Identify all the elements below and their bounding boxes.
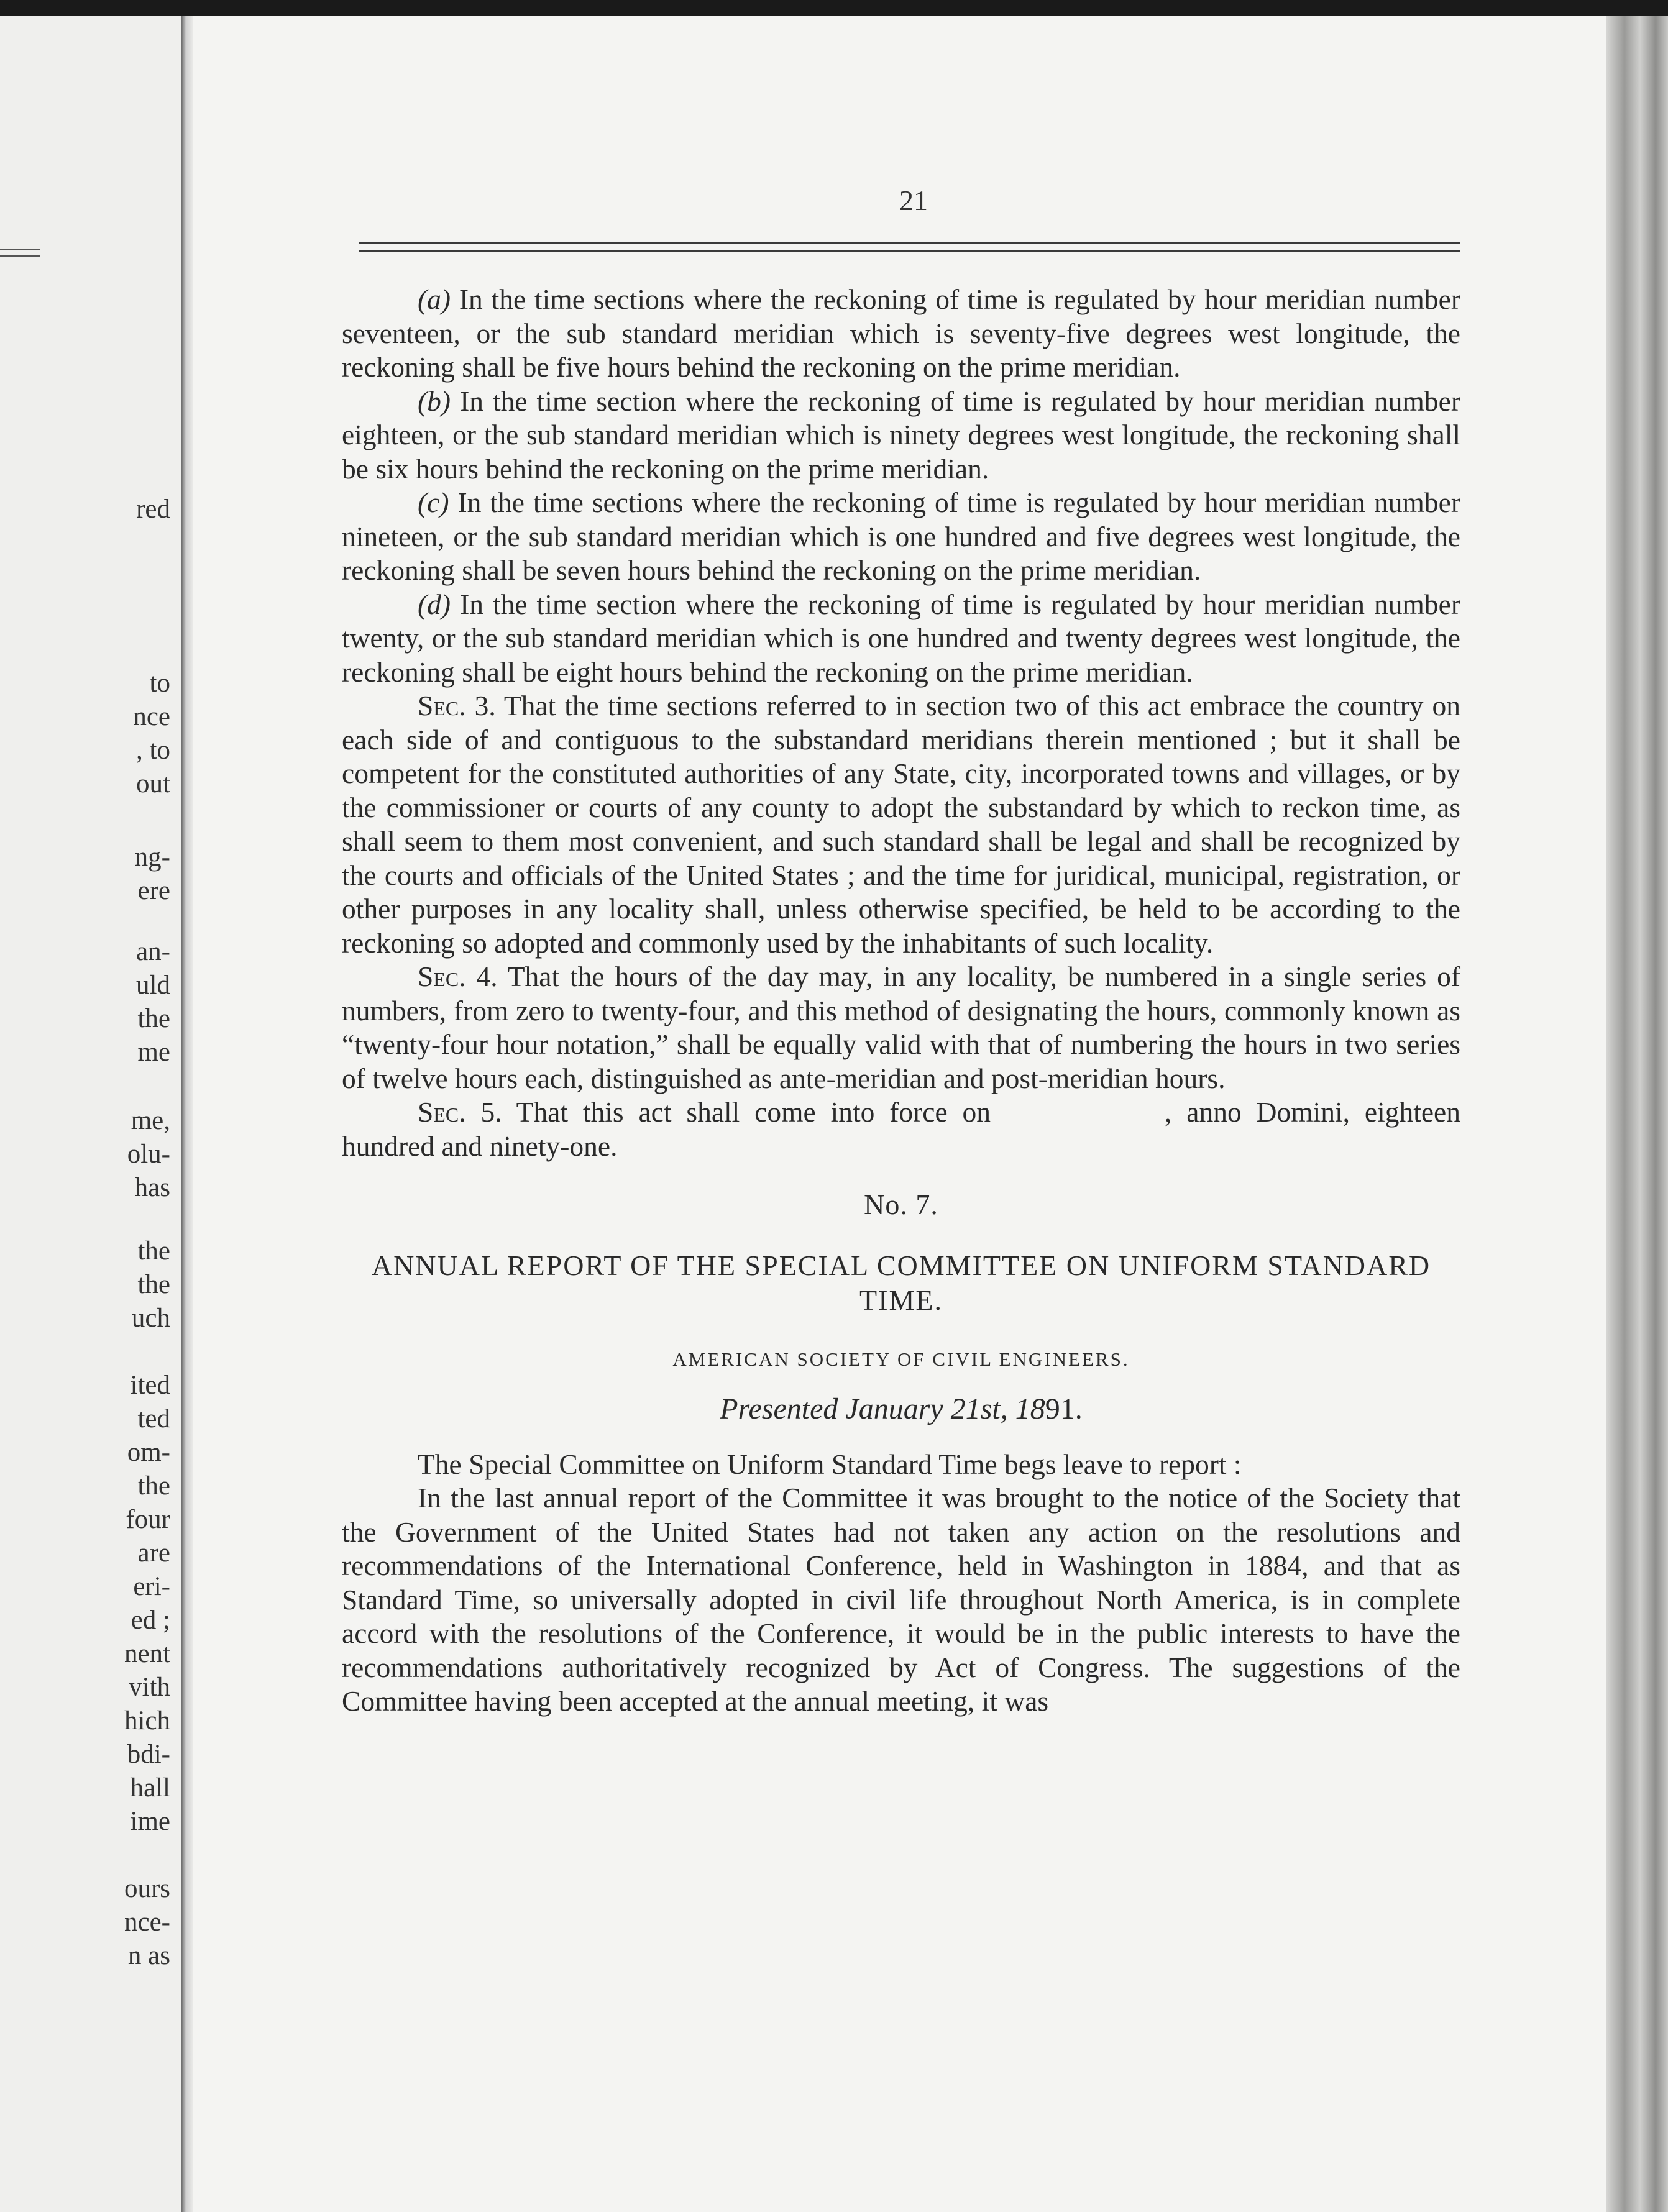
paragraph-a [342,283,1460,385]
facing-page-fragment: eri- [133,1572,170,1601]
header-rule [359,242,1460,244]
page-number: 21 [899,185,928,216]
facing-page-fragment: ime [130,1807,170,1836]
facing-page-fragment: the [137,1004,170,1033]
paragraph-marker: (c) [418,487,449,518]
paragraph-marker: (b) [418,385,451,417]
section-3 [342,689,1460,960]
facing-page-fragment: red [136,495,170,524]
scan-top-border [0,0,1668,16]
facing-page-fragment: are [137,1538,170,1568]
paragraph-text: In the time sections where the reckoning of time is regulated by hour meridian number seventeen, or the sub standard meridian which is seventy-five degrees west longitude, the reckoning shall be five hours behind the reckoning on the prime meridian. [342,283,1460,383]
facing-page-fragment: om- [127,1438,170,1467]
facing-page-fragment: n as [127,1941,170,1970]
paragraph-b [342,385,1460,487]
section-label: Sec. 4. [418,961,498,992]
facing-page-fragment: nce [133,702,170,731]
section-text: That the time sections referred to in section two of this act embrace the country on each side of and contiguous to the substandard meridians therein mentioned ; but it shall be competent for the constituted authorities of any State, city, incorporated towns and villages, or by the commissioner or courts of any county to adopt the substandard by which to reckon time, as shall seem to them most convenient, and such standard shall be legal and shall be recognized by the courts and officials of the United States ; and the time for juridical, municipal, registration, or other purposes in any locality shall, unless otherwise specified, be held to be according to the reckoning so adopted and commonly used by the inhabitants of such locality. [342,690,1460,959]
facing-page-fragment: the [137,1236,170,1266]
facing-page-fragment: hall [130,1773,170,1803]
presented-date-year: 91. [1045,1392,1083,1425]
facing-page-fragment: vith [129,1673,170,1702]
paragraph-text: In the time section where the reckoning of time is regulated by hour meridian number twenty, or the sub standard meridian which is one hundred and twenty degrees west longitude, the reckoning shall be eight hours behind the reckoning on the prime meridian. [342,588,1460,688]
report-body: In the last annual report of the Committee it was brought to the notice of the Society that the Government of the United States had not taken any action on the resolutions and recommendations of the International Conference, held in Washington in 1884, and that as Standard Time, so universally adopted in civil life throughout North America, is in complete accord with the resolutions of the Conference, it would be in the public interests to have the recommendations authoritatively recognized by Act of Congress. The suggestions of the Committee having been accepted at the annual meeting, it was [342,1482,1460,1717]
facing-page-rule [0,255,40,257]
society-name: AMERICAN SOCIETY OF CIVIL ENGINEERS. [672,1348,1130,1370]
facing-page-fragment: has [134,1173,170,1202]
section-4 [342,960,1460,1095]
section-text: That the hours of the day may, in any locality, be numbered in a single series of numbers, from zero to twenty-four, and this method of designating the hours, commonly known as “twenty-four hour notation,” shall be equally valid with that of numbering the hours in two series of twelve hours each, distinguished as ante-meridian and post-meridian hours. [342,961,1460,1094]
paragraph-d [342,588,1460,690]
facing-page-fragment: bdi- [127,1740,170,1769]
facing-page-fragment: ited [130,1371,170,1400]
section-text: That this act shall come into force on [502,1096,991,1128]
paragraph-marker: (a) [418,283,451,315]
report-number: No. 7. [864,1189,938,1220]
section-label: Sec. 5. [418,1096,502,1128]
facing-page-fragment: olu- [127,1140,170,1169]
facing-page-fragment: me, [131,1106,170,1135]
report-opening: The Special Committee on Uniform Standard Time begs leave to report : [418,1448,1242,1480]
facing-page-fragment: to [149,669,170,698]
presented-date-text: Presented January 21st, 18 [720,1392,1045,1425]
page-body [342,283,1460,1719]
presented-date [342,1392,1460,1427]
facing-page-fragment: uch [131,1304,170,1333]
facing-page-fragment: the [137,1471,170,1501]
facing-page-fragment: me [137,1038,170,1067]
facing-page-fragment: nce- [124,1908,170,1937]
section-text: , anno Domini, eighteen hundred and ninety-one. [342,1096,1460,1162]
page-edges [1606,16,1668,2212]
facing-page-fragment: ng- [134,843,170,872]
facing-page-fragment: uld [136,971,170,1000]
section-5 [342,1095,1460,1163]
facing-page-fragment: ere [137,876,170,905]
facing-page-fragment: out [136,769,170,798]
paragraph-text: In the time section where the reckoning of time is regulated by hour meridian number eighteen, or the sub standard meridian which is ninety degrees west longitude, the reckoning shall be six hours behind the reckoning on the prime meridian. [342,385,1460,485]
facing-page [0,16,181,2212]
report-title: ANNUAL REPORT OF THE SPECIAL COMMITTEE ON UNIFORM STANDARD TIME. [371,1249,1431,1316]
facing-page-fragment: nent [124,1639,170,1668]
header-rule [359,250,1460,252]
facing-page-fragment: ted [137,1404,170,1433]
paragraph-marker: (d) [418,588,451,620]
facing-page-fragment: four [126,1505,170,1534]
facing-page-fragment: an- [136,937,170,966]
facing-page-fragment: ours [124,1874,170,1903]
facing-page-rule [0,249,40,250]
facing-page-fragment: , to [136,736,170,765]
section-label: Sec. 3. [418,690,496,721]
book-gutter [181,16,193,2212]
facing-page-fragment: the [137,1270,170,1299]
facing-page-fragment: ed ; [131,1606,170,1635]
paragraph-text: In the time sections where the reckoning of time is regulated by hour meridian number nineteen, or the sub standard meridian which is one hundred and five degrees west longitude, the reckoning shall be seven hours behind the reckoning on the prime meridian. [342,487,1460,586]
paragraph-c [342,486,1460,588]
facing-page-fragment: hich [124,1706,170,1735]
